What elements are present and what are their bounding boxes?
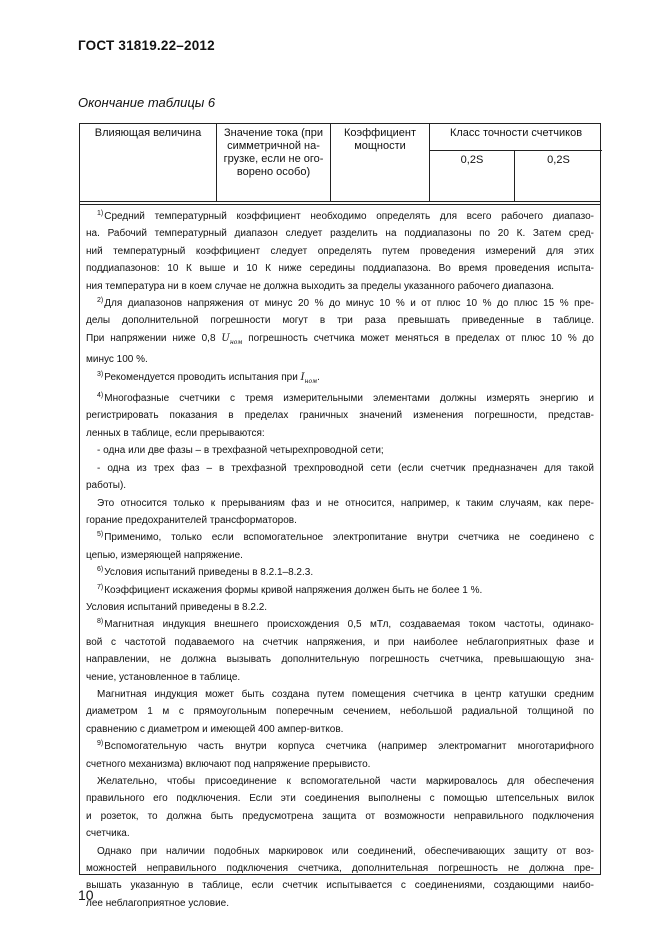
table-caption: Окончание таблицы 6	[78, 95, 216, 110]
note-line: поддиапазонов: 10 К выше и 10 К ниже середины поддиапазона. Во время проведения испыта-	[86, 263, 594, 275]
footnote-5	[86, 529, 594, 564]
header-separator	[80, 201, 600, 202]
note-line: Для диапазонов напряжения от минус 20 % до минус 10 % и от плюс 10 % до плюс 15 % пре-	[104, 298, 594, 310]
footnote-4	[86, 390, 594, 442]
note-line: Применимо, только если вспомогательное электропитание внутри счетчика не соединено с	[104, 532, 594, 544]
note-line: Однако при наличии подобных маркировок или соединений, обеспечивающих защиту от воз-	[97, 845, 594, 857]
note-line: регистрировать показания в пределах граничных значений изменения погрешности, представ-	[86, 410, 594, 422]
note-line: Средний температурный коэффициент необходимо определять для всего рабочего диапазо-	[104, 211, 594, 222]
note-paragraph	[86, 686, 594, 738]
note-line: чение, установленное в таблице.	[86, 671, 241, 683]
note-line: и розеток, то должна быть предусмотрена защита от возможности неправильного подключения	[86, 810, 594, 822]
footnote-2	[86, 295, 594, 369]
document-header: ГОСТ 31819.22–2012	[78, 38, 215, 53]
note-text: Условия испытаний приведены в 8.2.1–8.2.3.	[104, 567, 314, 579]
note-bullet: - одна или две фазы – в трехфазной четырехпроводной сети;	[97, 445, 384, 457]
footnote-mark: 6)	[97, 566, 104, 574]
note-text: Коэффициент искажения формы кривой напряжения должен быть не более 1 %.	[104, 584, 483, 596]
header-current	[217, 127, 330, 179]
footnote-7	[86, 582, 594, 599]
footnote-8	[86, 616, 594, 686]
header-current-line: грузке, если не ого-	[223, 153, 324, 165]
header-accuracy-class: Класс точности счетчиков	[449, 127, 583, 139]
symbol-subscript: ном	[229, 338, 243, 346]
note-line: Магнитная индукция может быть создана путем помещения счетчика в центр катушки средним	[97, 688, 594, 700]
table-header	[80, 124, 600, 201]
note-paragraph	[86, 773, 594, 843]
nominal-current-symbol	[301, 372, 318, 383]
note-line: Вспомогательную часть внутри корпуса счетчика (например электромагнит многотарифного	[104, 741, 594, 753]
note-line: диаметром 1 м с прямоугольным поперечным сечением, небольшой радиальной толщиной по	[86, 706, 594, 718]
row-divider	[429, 150, 602, 151]
note-line: вой с частотой подаваемого на счетчик напряжения, и при наиболее неблагоприятных фазе и	[86, 636, 594, 648]
header-power-factor-line: Коэффициент	[343, 127, 417, 139]
table-notes	[80, 206, 600, 912]
note-paragraph: Условия испытаний приведены в 8.2.2.	[86, 601, 268, 613]
footnote-1	[86, 208, 594, 295]
header-current-line: симметричной на-	[227, 140, 320, 152]
note-line: работы).	[86, 480, 127, 492]
note-line: Это относится только к прерываниям фаз и не относится, например, к таким случаям, как пере-	[97, 497, 594, 509]
note-line: Желательно, чтобы присоединение к вспомогательной части маркировалось для обеспечения	[97, 776, 594, 787]
note-line: правильного его подключения. Если эти соединения выполнены с помощью штепсельных вилок	[86, 793, 594, 805]
header-current-line: Значение тока (при	[224, 127, 323, 139]
note-line: лее неблагоприятное условие.	[86, 897, 229, 909]
footnote-mark: 9)	[97, 740, 104, 748]
note-line: ленных в таблице, если прерываются:	[86, 427, 265, 439]
footnote-mark: 8)	[97, 618, 104, 626]
note-paragraph	[86, 843, 594, 913]
footnote-mark: 2)	[97, 297, 104, 305]
note-line: счетчика.	[86, 828, 130, 840]
note-line: Многофазные счетчики с тремя измерительными элементами должны измерять энергию и	[104, 393, 594, 405]
note-line: цепью, измеряющей напряжение.	[86, 549, 243, 561]
footnote-mark: 7)	[97, 583, 104, 591]
note-line: Магнитная индукция внешнего происхождения 0,5 мТл, создаваемая током частоты, одинако-	[104, 619, 594, 631]
note-line: горание предохранителей трансформаторов.	[86, 514, 297, 526]
footnote-3	[86, 369, 594, 390]
nominal-voltage-symbol	[221, 333, 242, 344]
symbol-letter: U	[221, 332, 230, 344]
table-frame	[79, 123, 601, 909]
note-text: Рекомендуется проводить испытания при	[104, 371, 298, 383]
note-text: При напряжении ниже 0,8	[86, 332, 216, 344]
header-power-factor	[331, 127, 429, 153]
header-power-factor-line: мощности	[354, 140, 406, 152]
note-line: сравнению с диаметром и имеющей 400 ампер-витков.	[86, 723, 344, 735]
page-number: 10	[78, 887, 94, 903]
footnote-mark: 4)	[97, 392, 104, 400]
note-line: - одна из трех фаз – в трехфазной трехпроводной сети (если счетчик предназначен для такой	[97, 462, 594, 474]
note-line: счетного механизма) включают под напряжение прерывисто.	[86, 758, 371, 770]
footnote-9	[86, 738, 594, 773]
header-class-2: 0,2S	[547, 154, 570, 166]
footnote-mark: 5)	[97, 531, 104, 539]
note-text: .	[317, 371, 320, 383]
header-current-line: ворено особо)	[236, 166, 311, 178]
header-influence: Влияющая величина	[94, 127, 202, 139]
symbol-subscript: ном	[304, 377, 318, 385]
header-class-1: 0,2S	[460, 154, 484, 166]
note-text: погрешность счетчика может меняться в пределах от плюс 10 % до	[248, 332, 594, 344]
footnote-6	[86, 564, 594, 581]
footnote-mark: 1)	[97, 210, 104, 217]
note-line: ний температурный коэффициент следует определять путем проведения измерений для этих	[86, 245, 594, 257]
note-line: направлении, не должна вызывать дополнительную погрешность счетчика, превышающую зна-	[86, 654, 594, 666]
symbol-letter: I	[300, 371, 305, 383]
footnote-mark: 3)	[97, 370, 104, 378]
note-line: вышать указанную в таблице, если счетчик испытывается с соединениями, создающими наибо-	[86, 880, 594, 892]
note-line: ния температура ни в коем случае не должна выходить за пределы указанного рабочего диапазона.	[86, 280, 555, 292]
note-line: делы дополнительной погрешности могут в три раза превышать приведенные в таблице.	[86, 315, 594, 327]
note-line: на. Рабочий температурный диапазон следует разделить на поддиапазоны по 20 К. Затем сред-	[86, 228, 594, 240]
note-line	[86, 330, 594, 351]
note-bullet	[86, 460, 594, 495]
header-separator	[80, 204, 600, 205]
note-paragraph	[86, 495, 594, 530]
note-line: минус 100 %.	[86, 354, 148, 366]
note-line: можностей неправильного подключения счетчика, дополнительная погрешность не должна пре-	[86, 863, 594, 875]
